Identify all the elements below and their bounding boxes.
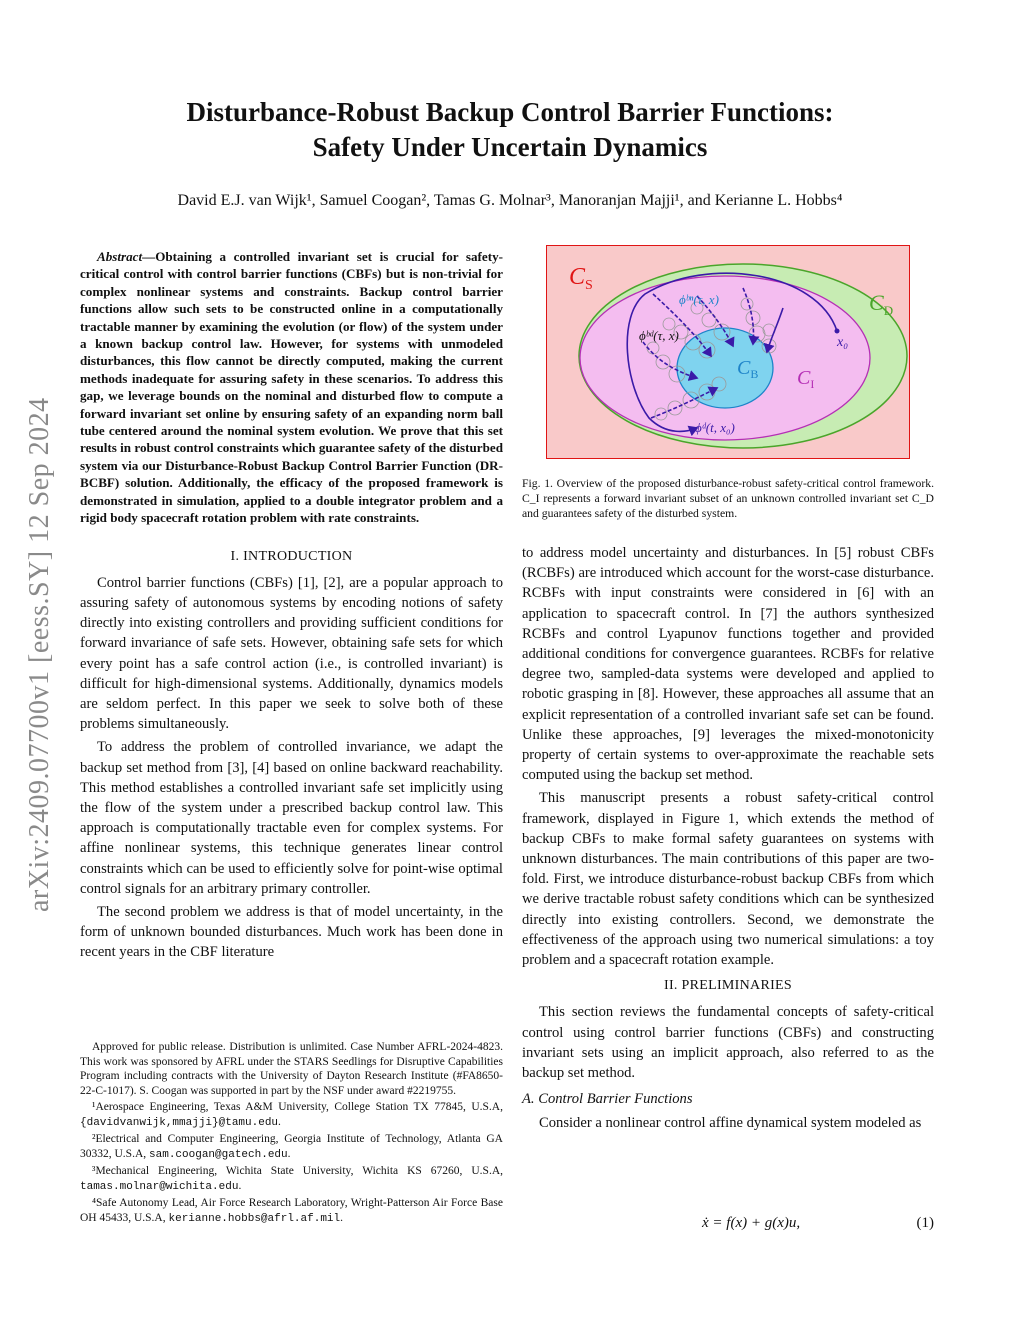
- label-cs: $C_S$: [569, 264, 593, 293]
- label-phi-d: ϕᵇᵈ(τ, x): [639, 328, 679, 343]
- label-cd: $C_D$: [869, 290, 894, 318]
- figure-1: [546, 245, 910, 459]
- equation-1-number: (1): [916, 1215, 934, 1231]
- footnote-3: ³Mechanical Engineering, Wichita State University, Wichita KS 67260, U.S.A, tamas.molnar@wichita.edu.: [80, 1165, 503, 1193]
- author-list: David E.J. van Wijk¹, Samuel Coogan², Tamas G. Molnar³, Manoranjan Majji¹, and Kerianne L. Hobbs⁴: [177, 192, 843, 209]
- footnote-4: ⁴Safe Autonomy Lead, Air Force Research Laboratory, Wright-Patterson Air Force Base OH 45433, U.S.A, kerianne.hobbs@afrl.af.mil.: [80, 1197, 503, 1225]
- label-phi-n: ϕᵇⁿ(τ, x): [679, 292, 719, 307]
- footnote-2-email[interactable]: sam.coogan@gatech.edu: [149, 1148, 288, 1161]
- label-phi-t: ϕᵈ(t, x₀): [695, 420, 735, 435]
- abstract: [80, 248, 503, 527]
- footnote-1-email[interactable]: {davidvanwijk,mmajji}@tamu.edu: [80, 1116, 279, 1129]
- label-x0: x₀: [837, 335, 849, 350]
- abstract-text: —Obtaining a controlled invariant set is crucial for safety-critical control with control barrier functions (CBFs) but is non-trivial for complex nonlinear systems and constraints. Backup control barrier functions allow such sets to be constructed online in a computationally tractable manner by examining the evolution (or flow) of the system under a known backup control law. However, for systems with unmodeled disturbances, this flow cannot be directly computed, making the current methods inadequate for assuring safety in these scenarios. To address this gap, we leverage bounds on the nominal and disturbed flow to compute a forward invariant set online by ensuring safety of an expanding norm ball tube centered around the nominal system evolution. We prove that this set results in robust control constraints which guarantee safety of the disturbed system via our Disturbance-Robust Backup Control Barrier Function (DR-BCBF) solution. Additionally, the efficacy of the proposed framework is demonstrated in simulation, applied to a double integrator problem and a rigid body spacecraft rotation problem with rate constraints.: [80, 249, 503, 526]
- title-line-1: Disturbance-Robust Backup Control Barrier Functions:: [186, 97, 834, 127]
- footnote-2: ²Electrical and Computer Engineering, Georgia Institute of Technology, Atlanta GA 30332, U.S.A, sam.coogan@gatech.edu.: [80, 1133, 503, 1161]
- label-ci: $C_I$: [797, 367, 815, 391]
- title-line-2: Safety Under Uncertain Dynamics: [312, 132, 708, 162]
- right-paragraph-2: This manuscript presents a robust safety-critical control framework, displayed in Figure 1, which extends the method of backup CBFs to make formal safety guarantees on systems with unknown disturbances. The main contributions of this paper are two-fold. First, we introduce disturbance-robust backup CBFs from which we derive tractable robust safety conditions which can be synthesized directly into existing controllers. Second, we demonstrate the effectiveness of the approach using two numerical simulations: a toy problem and a spacecraft rotation example.: [522, 790, 934, 969]
- figure-1-diagram: [547, 246, 909, 458]
- x0-point: [835, 329, 840, 334]
- intro-paragraph-3: The second problem we address is that of model uncertainty, in the form of unknown bounded disturbances. Much work has been done in recent years in the CBF literature: [80, 903, 503, 961]
- paper-title: [120, 95, 900, 165]
- section-1-heading: I. INTRODUCTION: [230, 548, 353, 564]
- preliminaries-paragraph: This section reviews the fundamental concepts of safety-critical control using control barrier functions (CBFs) and constructing invariant sets using an implicit approach, also referred to as the backup set method.: [522, 1004, 934, 1082]
- footnote-4-email[interactable]: kerianne.hobbs@afrl.af.mil: [168, 1212, 341, 1225]
- footnotes: [80, 1040, 503, 1228]
- arxiv-identifier: arXiv:2409.07700v1 [eess.SY] 12 Sep 2024: [24, 397, 55, 913]
- footnote-funding: Approved for public release. Distribution is unlimited. Case Number AFRL-2024-4823. This work was sponsored by AFRL under the STARS Seedlings for Disruptive Capabilities Program including contracts with the University of Dayton Research Institute (#FA8650-22-C-1017). S. Coogan was supported in part by the NSF under award #2219755.: [80, 1041, 503, 1097]
- section-2-heading: II. PRELIMINARIES: [664, 978, 792, 994]
- footnote-4-text: ⁴Safe Autonomy Lead, Air Force Research Laboratory, Wright-Patterson Air Force Base OH 45433, U.S.A,: [80, 1197, 503, 1224]
- cbf-paragraph: Consider a nonlinear control affine dynamical system modeled as: [539, 1115, 922, 1132]
- intro-paragraph-2: To address the problem of controlled invariance, we adapt the backup set method from [3], [4] based on online backward reachability. This method establishes a controlled invariant safe set implicitly using the flow of the system under a prescribed backup control law. This approach is computationally tractable even for complex systems. For affine nonlinear systems, this technique generates linear control constraints which can be used to efficiently solve for point-wise optimal control signals for an arbitrary primary controller.: [80, 739, 503, 897]
- figure-1-caption: Fig. 1. Overview of the proposed disturbance-robust safety-critical control framework. C_I represents a forward invariant subset of an unknown controlled invariant set C_D and guarantees safety of the disturbed system.: [522, 477, 934, 520]
- footnote-2-text: ²Electrical and Computer Engineering, Georgia Institute of Technology, Atlanta GA 30332, U.S.A,: [80, 1133, 503, 1160]
- abstract-label: Abstract: [97, 249, 143, 264]
- footnote-3-text: ³Mechanical Engineering, Wichita State University, Wichita KS 67260, U.S.A,: [92, 1165, 503, 1177]
- subsection-a-heading: A. Control Barrier Functions: [522, 1091, 693, 1108]
- footnote-1: ¹Aerospace Engineering, Texas A&M University, College Station TX 77845, U.S.A, {davidvanwijk,mmajji}@tamu.edu.: [80, 1101, 503, 1129]
- label-cb: $C_B$: [737, 357, 759, 381]
- right-column: [522, 543, 934, 1137]
- right-paragraph-1: to address model uncertainty and disturbances. In [5] robust CBFs (RCBFs) are introduced which account for the worst-case disturbance. RCBFs with input constraints were considered in [6] with an application to spacecraft control. In [7] the authors synthesized RCBFs and control Lyapunov functions together and provided additional conditions for convergence guarantees. RCBFs for relative degree two, sampled-data systems were developed and applied to robotic grasping in [8]. However, these approaches all assume that an explicit representation of a controlled invariant safe set can be found. Unlike these approaches, [9] leverages the mixed-monotonicity property of certain systems to over-approximate the reachable sets computed using the backup set method.: [522, 545, 934, 784]
- set-cb-ellipse: [677, 328, 773, 408]
- equation-1-expression: ẋ = f(x) + g(x)u,: [702, 1215, 801, 1231]
- footnote-1-text: ¹Aerospace Engineering, Texas A&M University, College Station TX 77845, U.S.A,: [92, 1101, 503, 1113]
- left-column: [80, 248, 503, 966]
- footnote-3-email[interactable]: tamas.molnar@wichita.edu: [80, 1180, 239, 1193]
- intro-paragraph-1: Control barrier functions (CBFs) [1], [2], are a popular approach to assuring safety of autonomous systems by encoding notions of safety directly into existing controllers and providing sufficient conditions for forward invariance of safe sets. However, obtaining safe sets for which every point has a safe control action (i.e., is controlled invariant) is difficult for high-dimensional systems. Additionally, dynamics models are seldom perfect. In this paper we seek to solve both of these problems simultaneously.: [80, 574, 503, 733]
